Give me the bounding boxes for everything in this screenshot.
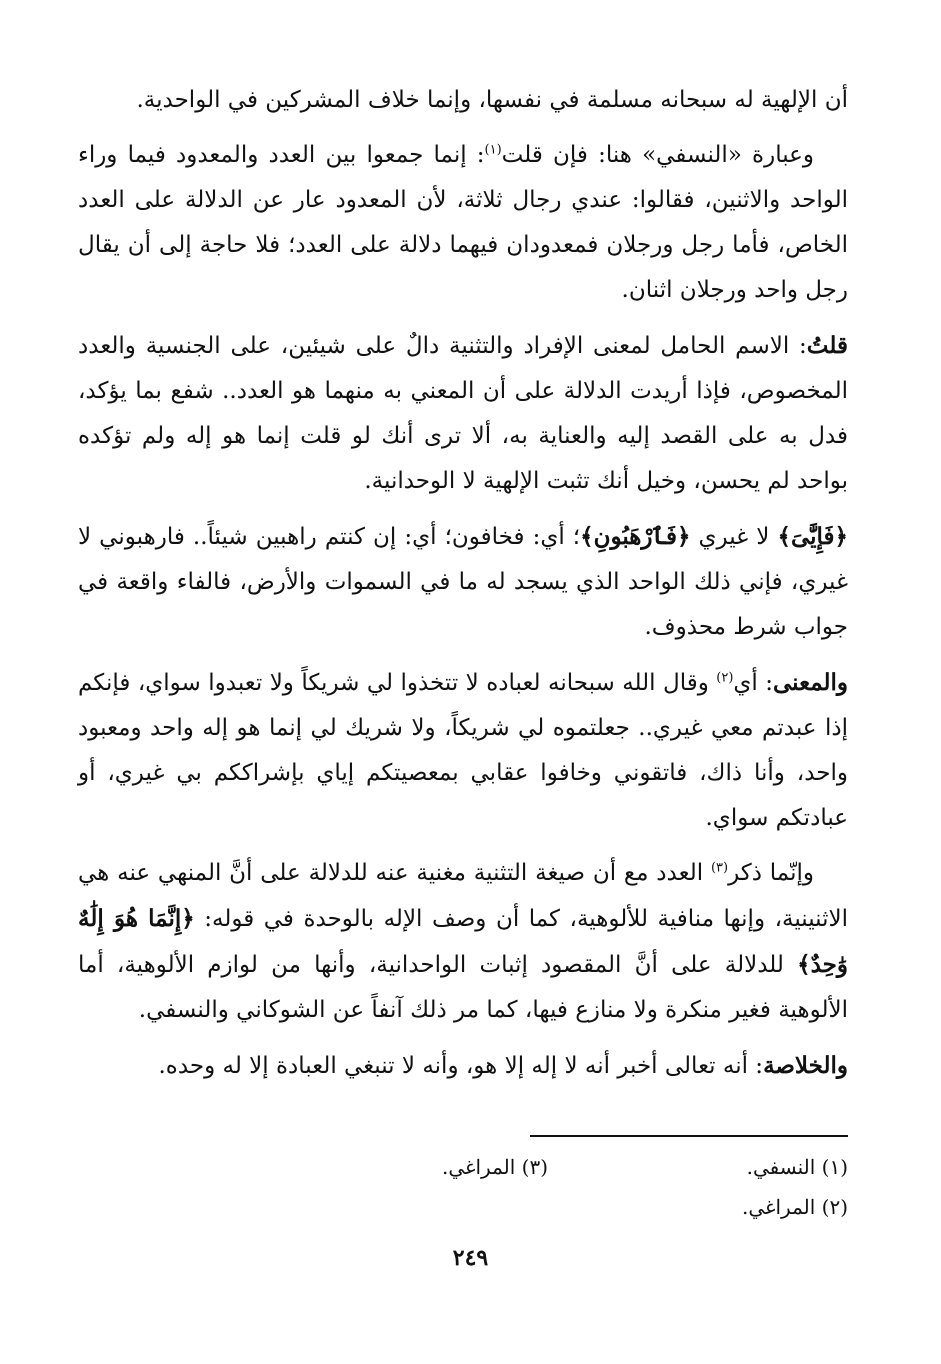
paragraph-3-text: : الاسم الحامل لمعنى الإفراد والتثنية دالٌ على شيئين، على الجنسية والعدد المخصوص، فإذا أريدت الدلالة على أن المعني به منهما هو العدد.. شفع بما يؤكد، فدل به على القصد إليه والعناية به، ألا ترى أنك لو قلت إنما هو إله ولم تؤكده بواحد لم يحسن، وخيل أنك تثبت الإلهية لا الوحدانية. [78, 333, 848, 494]
paragraph-2-text-b: : إنما جمعوا بين العدد والمعدود فيما وراء الواحد والاثنين، فقالوا: عندي رجال ثلاثة، لأن المعدود عار عن الدلالة على العدد الخاص، فأما رجل ورجلان فمعدودان فيهما دلالة على العدد؛ فلا حاجة إلى أن يقال رجل واحد ورجلان اثنان. [78, 142, 848, 303]
paragraph-7-lead: والخلاصة [763, 1052, 848, 1079]
footnotes [248, 1147, 848, 1227]
footnote-2: (٢) المراغي. [741, 1195, 848, 1219]
quran-quote-1: ﴿فَإِيَّٰىَ﴾ [777, 523, 848, 550]
footnote-ref-2: (٢) [716, 670, 734, 686]
paragraph-5-text-a: : أي [733, 670, 773, 696]
paragraph-7-text: : أنه تعالى أخبر أنه لا إله إلا هو، وأنه لا تنبغي العبادة إلا له وحده. [158, 1053, 764, 1079]
paragraph-1-text: أن الإلهية له سبحانه مسلمة في نفسها، وإنما خلاف المشركين في الواحدية. [136, 87, 848, 113]
quran-quote-2: ﴿فَٱرْهَبُونِ﴾ [580, 523, 691, 550]
paragraph-4-text-a: لا غيري [690, 524, 778, 550]
footnote-row-1 [248, 1147, 848, 1187]
paragraph-3-lead: قلتُ [806, 332, 848, 359]
footnote-ref-1: (١) [484, 142, 502, 158]
paragraph-6 [78, 851, 848, 1033]
quran-quote-3: ﴿إِنَّمَا هُوَ إِلَٰهٌ وَٰحِدٌ﴾ [78, 905, 848, 978]
paragraph-7 [78, 1043, 848, 1089]
footnote-ref-3: (٣) [710, 860, 729, 876]
paragraph-5-text-b: وقال الله سبحانه لعباده لا تتخذوا لي شريكاً ولا تعبدوا سواي، فإنكم إذا عبدتم معي غيري.. جعلتموه لي شريكاً، ولا شريك لي إنما هو إله واحد ومعبود واحد، وأنا ذاك، فاتقوني وخافوا عقابي بمعصيتكم إياي بإشراككم بي غيري، أو عبادتكم سواي. [78, 670, 848, 831]
paragraph-6-text-a: وإنّما ذكر [728, 860, 814, 886]
main-text [78, 78, 848, 1099]
page-number: ٢٤٩ [452, 1245, 489, 1271]
footnote-3: (٣) المراغي. [441, 1155, 548, 1179]
paragraph-4-text-b: ؛ أي: فخافون؛ أي: إن كنتم راهبين شيئاً.. فارهبوني لا غيري، فإني ذلك الواحد الذي يسجد له ما في السموات والأرض، فالفاء واقعة في جواب شرط محذوف. [78, 524, 848, 640]
paragraph-4 [78, 514, 848, 650]
footnote-divider [530, 1135, 848, 1137]
paragraph-3 [78, 323, 848, 504]
footnote-row-2 [248, 1187, 848, 1227]
paragraph-2 [78, 133, 848, 313]
footnote-1: (١) النسفي. [746, 1155, 848, 1179]
paragraph-5-lead: والمعنى [772, 669, 848, 696]
paragraph-1 [78, 78, 848, 123]
paragraph-6-text-b: العدد مع أن صيغة التثنية مغنية عنه للدلالة على أنَّ المنهي عنه هي الاثنينية، وإنها منافية للألوهية، كما أن وصف الإله بالوحدة في قوله: [78, 860, 848, 932]
paragraph-5 [78, 660, 848, 841]
paragraph-2-text-a: وعبارة «النسفي» هنا: فإن قلت [501, 142, 814, 168]
paragraph-6-text-c: للدلالة على أنَّ المقصود إثبات الواحدانية، وأنها من لوازم الألوهية، أما الألوهية فغير منكرة ولا منازع فيها، كما مر ذلك آنفاً عن الشوكاني والنسفي. [78, 952, 848, 1023]
